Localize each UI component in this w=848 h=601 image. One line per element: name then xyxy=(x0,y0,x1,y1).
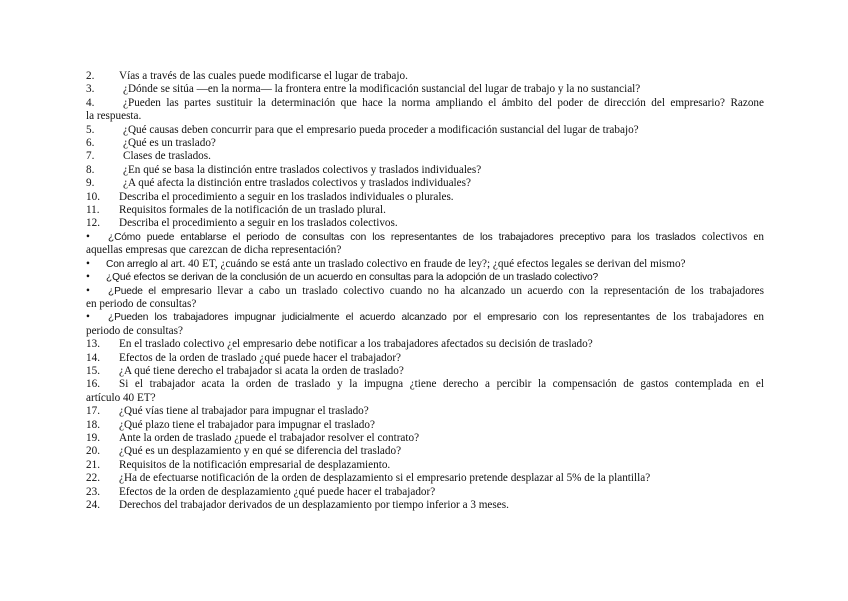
item-text-serif: Describa el procedimiento a seguir en los traslados colectivos. xyxy=(119,217,398,230)
item-text-serif: ¿Qué es un desplazamiento y en qué se diferencia del traslado? xyxy=(119,445,402,458)
item-text-continuation: artículo 40 ET? xyxy=(86,391,156,404)
item-text xyxy=(86,405,764,418)
bullet-marker: • xyxy=(86,284,90,297)
item-text xyxy=(86,164,764,177)
item-text-serif: ¿Pueden las partes sustituir la determinación que hace la norma ampliando el ámbito del poder de dirección del empresario? Razone xyxy=(123,96,764,109)
item-text-serif: Vías a través de las cuales puede modificarse el lugar de trabajo. xyxy=(119,70,408,82)
item-text xyxy=(86,217,764,230)
item-text-serif: Derechos del trabajador derivados de un desplazamiento por tiempo inferior a 3 meses. xyxy=(119,499,509,511)
item-text-continuation: la respuesta. xyxy=(86,110,142,123)
item-number: 14. xyxy=(86,351,100,364)
item-number: 23. xyxy=(86,485,100,498)
bullet-item xyxy=(86,271,764,284)
item-text-serif: ¿Qué vías tiene al trabajador para impugnar el traslado? xyxy=(119,405,369,418)
bullet-marker: • xyxy=(86,230,90,243)
item-number: 11. xyxy=(86,204,100,217)
item-text-serif: Efectos de la orden de desplazamiento ¿qué puede hacer el trabajador? xyxy=(119,485,436,498)
item-text-sans: ¿Qué efectos se derivan de la conclusión de un acuerdo en consultas para la adopción de un traslado colectivo? xyxy=(106,272,599,284)
numbered-item xyxy=(86,338,764,351)
numbered-item xyxy=(86,191,764,204)
item-text-serif: ¿A qué afecta la distinción entre traslados colectivos y traslados individuales? xyxy=(123,177,471,190)
item-text xyxy=(86,486,764,499)
item-text xyxy=(86,271,764,284)
item-text xyxy=(86,191,764,204)
item-number: 24. xyxy=(86,499,100,511)
item-text-continuation: periodo de consultas? xyxy=(86,324,183,337)
numbered-item xyxy=(86,352,764,365)
item-text-serif: art. 40 ET, ¿cuándo se está ante un traslado colectivo en fraude de ley?; ¿qué efectos legales se derivan del mismo? xyxy=(167,257,686,270)
item-text-serif: de los trabajadores en xyxy=(649,311,764,324)
item-text-serif: Ante la orden de traslado ¿puede el trabajador resolver el contrato? xyxy=(119,431,420,444)
numbered-item xyxy=(86,365,764,378)
item-number: 7. xyxy=(86,150,95,163)
bullet-item xyxy=(86,285,764,312)
item-text-serif: Si el trabajador acata la orden de traslado y la impugna ¿tiene derecho a percibir la compensación de gastos contemplada en el xyxy=(119,378,764,391)
bullet-item xyxy=(86,231,764,258)
item-text-serif: ¿Qué causas deben concurrir para que el empresario pueda proceder a modificación sustancial del lugar de trabajo? xyxy=(123,123,639,136)
bullet-item xyxy=(86,311,764,338)
item-text xyxy=(86,432,764,445)
item-text-continuation: en periodo de consultas? xyxy=(86,297,197,310)
item-text xyxy=(86,499,764,512)
numbered-item xyxy=(86,124,764,137)
item-text-serif: Requisitos formales de la notificación de un traslado plural. xyxy=(119,204,386,217)
item-text-serif: ¿Ha de efectuarse notificación de la orden de desplazamiento si el empresario pretende desplazar al 5% de la plantilla? xyxy=(119,472,651,485)
item-text-sans: Con arreglo al xyxy=(106,258,168,270)
item-text-serif: Clases de traslados. xyxy=(123,150,211,163)
numbered-item xyxy=(86,83,764,96)
item-text xyxy=(86,70,764,83)
item-text-serif: En el traslado colectivo ¿el empresario debe notificar a los trabajadores afectados su decisión de traslado? xyxy=(119,338,593,351)
item-text-serif: Requisitos de la notificación empresarial de desplazamiento. xyxy=(119,458,391,471)
item-text xyxy=(86,472,764,485)
bullet-marker: • xyxy=(86,257,90,270)
item-text xyxy=(86,204,764,217)
item-text xyxy=(86,137,764,150)
item-number: 5. xyxy=(86,123,95,136)
item-number: 22. xyxy=(86,472,100,485)
item-number: 8. xyxy=(86,163,95,176)
numbered-item xyxy=(86,177,764,190)
numbered-item xyxy=(86,499,764,512)
numbered-item xyxy=(86,472,764,485)
item-text xyxy=(86,150,764,163)
item-text xyxy=(86,177,764,190)
item-number: 9. xyxy=(86,177,95,190)
item-text-serif: ¿Dónde se sitúa —en la norma— la frontera entre la modificación sustancial del lugar de trabajo y la no sustancial? xyxy=(123,83,641,96)
item-text xyxy=(86,124,764,137)
numbered-item xyxy=(86,70,764,83)
bullet-marker: • xyxy=(86,311,90,324)
numbered-item xyxy=(86,164,764,177)
item-number: 6. xyxy=(86,137,95,150)
item-text-serif: ¿En qué se basa la distinción entre traslados colectivos y traslados individuales? xyxy=(123,163,482,176)
item-number: 19. xyxy=(86,431,100,444)
item-text xyxy=(86,378,764,391)
numbered-item xyxy=(86,486,764,499)
numbered-item xyxy=(86,204,764,217)
numbered-item xyxy=(86,419,764,432)
item-text xyxy=(86,445,764,458)
item-number: 16. xyxy=(86,378,100,391)
item-text xyxy=(86,311,764,324)
numbered-item xyxy=(86,137,764,150)
item-text-serif: ario llevar a cabo un traslado colectivo cuando no ha alcanzado un acuerdo con la representación de los trabajadores xyxy=(194,284,764,297)
item-text xyxy=(86,258,764,271)
item-text-sans: ¿Puede el empres xyxy=(108,285,195,297)
item-text-serif: colectivos en xyxy=(695,230,764,243)
item-text-serif: Describa el procedimiento a seguir en los traslados individuales o plurales. xyxy=(119,190,454,203)
item-number: 13. xyxy=(86,338,100,351)
item-text xyxy=(86,352,764,365)
item-number: 21. xyxy=(86,458,100,471)
item-number: 2. xyxy=(86,70,95,82)
item-text-continuation: aquellas empresas que carezcan de dicha representación? xyxy=(86,244,342,257)
item-number: 4. xyxy=(86,96,95,109)
item-text xyxy=(86,365,764,378)
question-list xyxy=(86,70,764,512)
bullet-item xyxy=(86,258,764,271)
numbered-item xyxy=(86,432,764,445)
numbered-item xyxy=(86,97,764,124)
item-number: 17. xyxy=(86,405,100,418)
item-number: 18. xyxy=(86,418,100,431)
item-number: 20. xyxy=(86,445,100,458)
item-text xyxy=(86,83,764,96)
bullet-marker: • xyxy=(86,271,90,284)
item-text-serif: ¿Qué plazo tiene el trabajador para impugnar el traslado? xyxy=(119,418,375,431)
item-number: 12. xyxy=(86,217,100,230)
item-text xyxy=(86,285,764,298)
item-text xyxy=(86,231,764,244)
numbered-item xyxy=(86,217,764,230)
item-number: 3. xyxy=(86,83,95,96)
item-number: 15. xyxy=(86,364,100,377)
item-text xyxy=(86,338,764,351)
item-text-serif: Efectos de la orden de traslado ¿qué puede hacer el trabajador? xyxy=(119,351,402,364)
item-text-serif: ¿Qué es un traslado? xyxy=(123,137,216,150)
item-text-serif: ¿A qué tiene derecho el trabajador si acata la orden de traslado? xyxy=(119,364,404,377)
item-text-sans: ¿Cómo puede entablarse el periodo de consultas con los representantes de los trabajadores preceptivo para los traslados xyxy=(108,231,696,243)
numbered-item xyxy=(86,445,764,458)
numbered-item xyxy=(86,405,764,418)
numbered-item xyxy=(86,150,764,163)
item-text xyxy=(86,97,764,110)
numbered-item xyxy=(86,459,764,472)
numbered-item xyxy=(86,378,764,405)
item-number: 10. xyxy=(86,190,100,203)
item-text xyxy=(86,459,764,472)
item-text xyxy=(86,419,764,432)
item-text-sans: ¿Pueden los trabajadores impugnar judicialmente el acuerdo alcanzado por el empresario con los representantes xyxy=(108,312,650,324)
